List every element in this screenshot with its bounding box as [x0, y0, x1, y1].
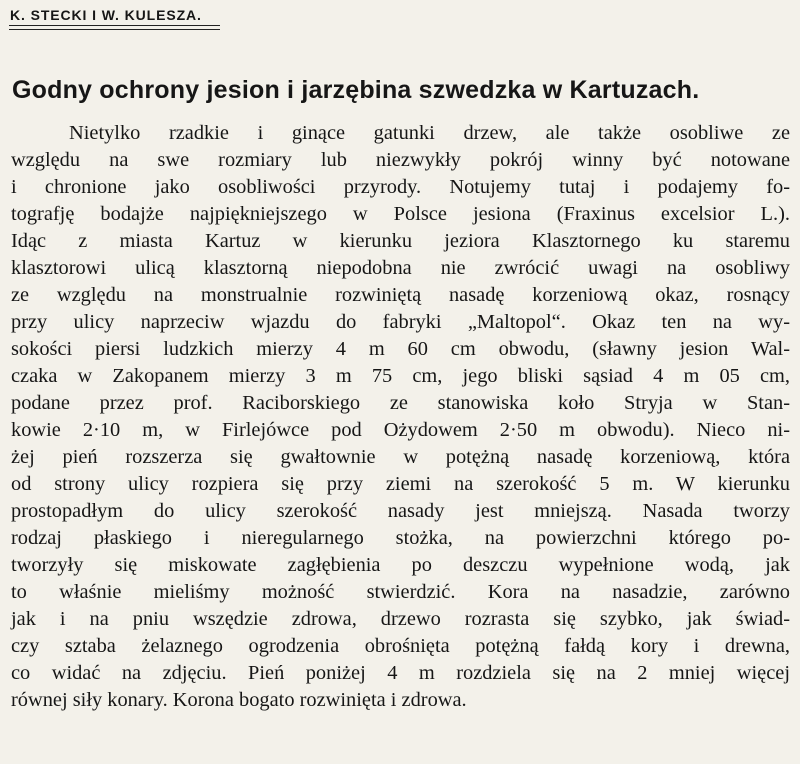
body-line: równej siły konary. Korona bogato rozwinięta i zdrowa. — [11, 689, 467, 711]
body-line: podane przez prof. Raciborskiego ze stanowiska koło Stryja w Stan- — [11, 392, 790, 414]
article-title: Godny ochrony jesion i jarzębina szwedzka w Kartuzach. — [12, 75, 700, 104]
body-line: od strony ulicy rozpiera się przy ziemi na szerokość 5 m. W kierunku — [11, 473, 790, 495]
running-head: K. STECKI I W. KULESZA. — [10, 7, 202, 23]
body-line: żej pień rozszerza się gwałtownie w potężną nasadę korzeniową, która — [11, 446, 790, 468]
body-line: ze względu na monstrualnie rozwiniętą nasadę korzeniową okaz, rosnący — [11, 284, 790, 306]
body-line: prostopadłym do ulicy szerokość nasady jest mniejszą. Nasada tworzy — [11, 500, 790, 522]
body-line: Idąc z miasta Kartuz w kierunku jeziora Klasztornego ku staremu — [11, 230, 790, 252]
body-line: względu na swe rozmiary lub niezwykły pokrój winny być notowane — [11, 149, 790, 171]
body-line: klasztorowi ulicą klasztorną niepodobna nie zwrócić uwagi na osobliwy — [11, 257, 790, 279]
article-body — [11, 120, 790, 714]
running-head-double-rule — [9, 25, 220, 30]
body-line: co widać na zdjęciu. Pień poniżej 4 m rozdziela się na 2 mniej więcej — [11, 662, 790, 684]
body-line: tworzyły się miskowate zagłębienia po deszczu wypełnione wodą, jak — [11, 554, 790, 576]
body-line: czy sztaba żelaznego ogrodzenia obrośnięta potężną fałdą kory i drewna, — [11, 635, 790, 657]
body-line: to właśnie mieliśmy możność stwierdzić. Kora na nasadzie, zarówno — [11, 581, 790, 603]
body-line: tografję bodajże najpiękniejszego w Polsce jesiona (Fraxinus excelsior L.). — [11, 203, 790, 225]
body-line: kowie 2·10 m, w Firlejówce pod Ożydowem 2·50 m obwodu). Nieco ni- — [11, 419, 790, 441]
body-line: przy ulicy naprzeciw wjazdu do fabryki „Maltopol“. Okaz ten na wy- — [11, 311, 790, 333]
body-line: Nietylko rzadkie i ginące gatunki drzew, ale także osobliwe ze — [69, 122, 790, 144]
body-line: i chronione jako osobliwości przyrody. Notujemy tutaj i podajemy fo- — [11, 176, 790, 198]
body-line: sokości piersi ludzkich mierzy 4 m 60 cm obwodu, (sławny jesion Wal- — [11, 338, 790, 360]
body-line: czaka w Zakopanem mierzy 3 m 75 cm, jego bliski sąsiad 4 m 05 cm, — [11, 365, 790, 387]
body-line: jak i na pniu wszędzie zdrowa, drzewo rozrasta się szybko, jak świad- — [11, 608, 790, 630]
body-line: rodzaj płaskiego i nieregularnego stożka, na powierzchni którego po- — [11, 527, 790, 549]
